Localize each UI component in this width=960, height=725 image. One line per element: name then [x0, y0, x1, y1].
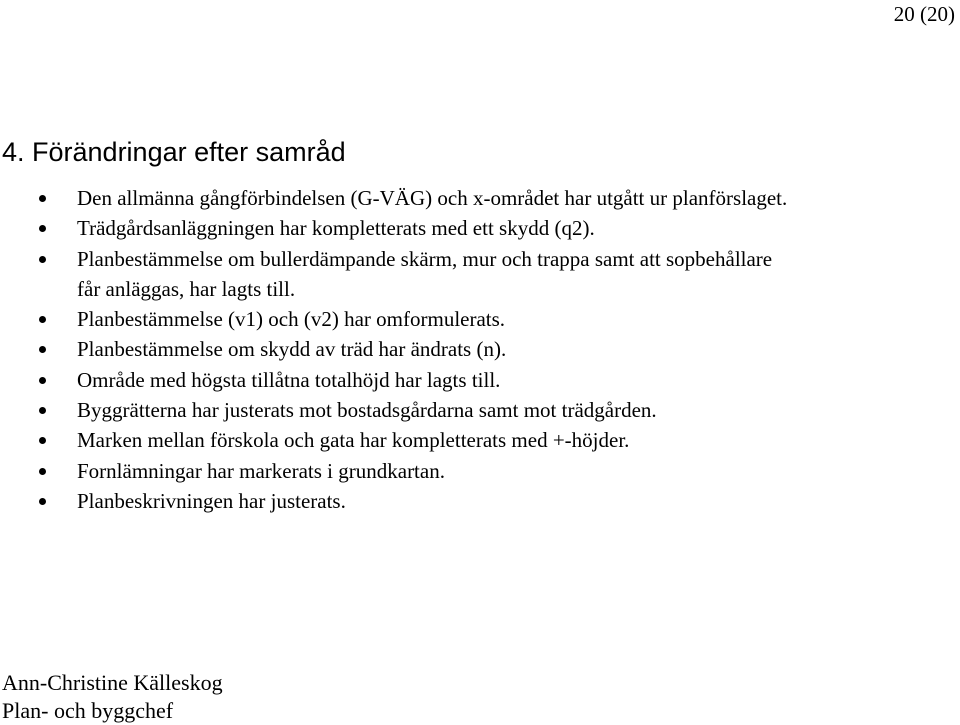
- list-item: [0, 486, 800, 516]
- bullet-icon: [39, 377, 46, 384]
- bullet-icon: [39, 437, 46, 444]
- list-item-text: Fornlämningar har markerats i grundkartan.: [77, 458, 445, 483]
- list-item-text: Trädgårdsanläggningen har kompletterats med ett skydd (q2).: [77, 216, 595, 241]
- list-item: [0, 183, 800, 213]
- list-item: [0, 304, 800, 334]
- bullet-icon: [39, 468, 46, 475]
- bullet-icon: [39, 498, 46, 505]
- signature-block: [2, 669, 223, 725]
- bullet-icon: [39, 346, 46, 353]
- list-item-text: Den allmänna gångförbindelsen (G-VÄG) och x-området har utgått ur planförslaget.: [77, 186, 788, 210]
- bullet-icon: [39, 195, 46, 202]
- changes-list: [0, 183, 800, 516]
- list-item-text: Marken mellan förskola och gata har kompletterats med +-höjder.: [77, 428, 630, 453]
- bullet-icon: [39, 256, 46, 263]
- list-item: [0, 213, 800, 243]
- list-item-text: Planbestämmelse (v1) och (v2) har omformulerats.: [77, 307, 506, 332]
- bullet-icon: [39, 225, 46, 232]
- list-item: [0, 456, 800, 486]
- section-heading: 4. Förändringar efter samråd: [2, 137, 346, 167]
- list-item: [0, 365, 800, 395]
- list-item: [0, 334, 800, 364]
- list-item: [0, 425, 800, 455]
- list-item: [0, 395, 800, 425]
- author-title: Plan- och byggchef: [2, 698, 174, 723]
- bullet-icon: [39, 407, 46, 414]
- list-item-text: Planbestämmelse om bullerdämpande skärm, mur och trappa samt att sopbehållare får anläggas, har lagts till.: [77, 246, 773, 301]
- list-item-text: Planbeskrivningen har justerats.: [77, 488, 346, 513]
- list-item-text: Byggrätterna har justerats mot bostadsgårdarna samt mot trädgården.: [77, 398, 657, 423]
- list-item-text: Planbestämmelse om skydd av träd har ändrats (n).: [77, 337, 507, 362]
- bullet-icon: [39, 316, 46, 323]
- page-number: 20 (20): [893, 2, 955, 26]
- author-name: Ann-Christine Källeskog: [2, 670, 223, 695]
- list-item-text: Område med högsta tillåtna totalhöjd har lagts till.: [77, 367, 501, 392]
- list-item: [0, 244, 800, 305]
